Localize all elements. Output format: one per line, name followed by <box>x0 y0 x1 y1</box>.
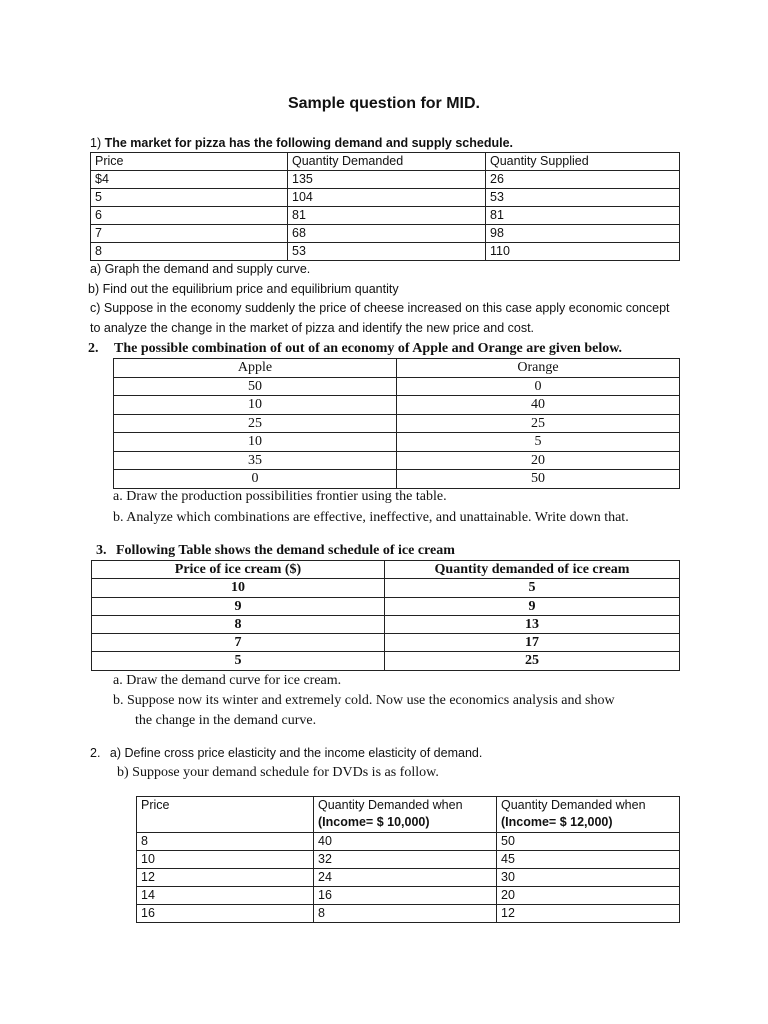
cell: 45 <box>497 851 680 869</box>
cell: 14 <box>137 887 314 905</box>
cell: 12 <box>497 905 680 923</box>
q2-number: 2. <box>88 341 99 356</box>
cell: 13 <box>385 615 680 633</box>
cell: 9 <box>385 597 680 615</box>
header-cell: Quantity demanded of ice cream <box>385 561 680 579</box>
cell: 8 <box>92 615 385 633</box>
table-row <box>114 470 680 489</box>
cell: $4 <box>91 171 288 189</box>
table-row <box>137 851 680 869</box>
q4-item-a <box>90 746 482 760</box>
pizza-table <box>90 152 680 261</box>
cell: 0 <box>114 470 397 489</box>
header-cell: Price <box>91 153 288 171</box>
header-cell: Quantity Demanded <box>288 153 486 171</box>
q2-item-a: a. Draw the production possibilities frontier using the table. <box>113 489 447 504</box>
header-cell <box>314 797 497 833</box>
table-row <box>137 869 680 887</box>
header-line: Quantity Demanded when <box>318 798 463 812</box>
table-header-row <box>92 561 680 579</box>
header-line: Quantity Demanded when <box>501 798 646 812</box>
q2-heading <box>88 341 622 357</box>
cell: 53 <box>288 243 486 261</box>
cell: 7 <box>92 634 385 652</box>
q4-item-b: b) Suppose your demand schedule for DVDs is as follow. <box>117 765 439 780</box>
cell: 10 <box>114 433 397 452</box>
cell: 53 <box>486 189 680 207</box>
table-row <box>137 905 680 923</box>
table-row <box>91 243 680 261</box>
cell: 0 <box>397 377 680 396</box>
table-header-row <box>91 153 680 171</box>
cell: 7 <box>91 225 288 243</box>
cell: 26 <box>486 171 680 189</box>
table-header-row <box>137 797 680 833</box>
q1-number: 1) <box>90 136 102 150</box>
q3-heading-text: Following Table shows the demand schedule of ice cream <box>116 543 455 558</box>
q3-item-b: b. Suppose now its winter and extremely cold. Now use the economics analysis and show <box>113 693 615 708</box>
table-row <box>92 652 680 670</box>
cell: 5 <box>385 579 680 597</box>
header-line-bold: (Income= $ 12,000) <box>501 815 613 829</box>
q3-heading <box>96 543 455 559</box>
q1-heading <box>90 136 513 150</box>
q1-item-c-cont: to analyze the change in the market of pizza and identify the new price and cost. <box>90 321 535 335</box>
cell: 24 <box>314 869 497 887</box>
q3-number: 3. <box>96 543 107 558</box>
cell: 32 <box>314 851 497 869</box>
header-line: Price <box>141 798 170 812</box>
table-row <box>92 615 680 633</box>
cell: 6 <box>91 207 288 225</box>
cell: 20 <box>397 451 680 470</box>
cell: 110 <box>486 243 680 261</box>
header-cell: Quantity Supplied <box>486 153 680 171</box>
cell: 5 <box>91 189 288 207</box>
table-row <box>114 451 680 470</box>
table-row <box>114 414 680 433</box>
table-row <box>114 396 680 415</box>
table-row <box>91 189 680 207</box>
q3-item-a: a. Draw the demand curve for ice cream. <box>113 673 342 688</box>
cell: 10 <box>92 579 385 597</box>
cell: 17 <box>385 634 680 652</box>
header-cell <box>497 797 680 833</box>
cell: 30 <box>497 869 680 887</box>
q4-item-a-text: a) Define cross price elasticity and the income elasticity of demand. <box>109 746 483 760</box>
table-row <box>114 433 680 452</box>
cell: 40 <box>314 833 497 851</box>
ice-cream-table <box>91 560 680 671</box>
cell: 16 <box>314 887 497 905</box>
cell: 40 <box>397 396 680 415</box>
cell: 25 <box>114 414 397 433</box>
header-cell <box>137 797 314 833</box>
cell: 8 <box>137 833 314 851</box>
cell: 81 <box>288 207 486 225</box>
cell: 50 <box>397 470 680 489</box>
cell: 10 <box>114 396 397 415</box>
q1-heading-text: The market for pizza has the following demand and supply schedule. <box>104 136 514 150</box>
cell: 50 <box>114 377 397 396</box>
q2-heading-text: The possible combination of out of an economy of Apple and Orange are given below. <box>114 341 623 356</box>
cell: 98 <box>486 225 680 243</box>
table-header-row <box>114 359 680 378</box>
cell: 5 <box>397 433 680 452</box>
page-title: Sample question for MID. <box>287 95 480 112</box>
table-row <box>91 171 680 189</box>
cell: 25 <box>385 652 680 670</box>
cell: 20 <box>497 887 680 905</box>
cell: 5 <box>92 652 385 670</box>
header-cell: Orange <box>397 359 680 378</box>
cell: 50 <box>497 833 680 851</box>
cell: 12 <box>137 869 314 887</box>
ppf-table <box>113 358 680 489</box>
header-cell: Apple <box>114 359 397 378</box>
q1-item-a: a) Graph the demand and supply curve. <box>90 262 311 276</box>
cell: 16 <box>137 905 314 923</box>
cell: 25 <box>397 414 680 433</box>
cell: 35 <box>114 451 397 470</box>
q1-item-c: c) Suppose in the economy suddenly the price of cheese increased on this case apply economic concept <box>90 301 670 315</box>
q3-item-b-cont: the change in the demand curve. <box>135 713 317 728</box>
cell: 135 <box>288 171 486 189</box>
cell: 8 <box>91 243 288 261</box>
dvd-demand-table <box>136 796 680 923</box>
cell: 81 <box>486 207 680 225</box>
table-row <box>92 597 680 615</box>
cell: 9 <box>92 597 385 615</box>
q4-number: 2. <box>90 746 101 760</box>
table-row <box>91 207 680 225</box>
cell: 8 <box>314 905 497 923</box>
header-cell: Price of ice cream ($) <box>92 561 385 579</box>
header-line-bold: (Income= $ 10,000) <box>318 815 430 829</box>
table-row <box>137 887 680 905</box>
cell: 104 <box>288 189 486 207</box>
table-row <box>92 634 680 652</box>
table-row <box>92 579 680 597</box>
q2-item-b: b. Analyze which combinations are effective, ineffective, and unattainable. Write down that. <box>113 510 629 525</box>
cell: 10 <box>137 851 314 869</box>
table-row <box>137 833 680 851</box>
q1-item-b: b) Find out the equilibrium price and equilibrium quantity <box>88 282 399 296</box>
table-row <box>114 377 680 396</box>
table-row <box>91 225 680 243</box>
cell: 68 <box>288 225 486 243</box>
